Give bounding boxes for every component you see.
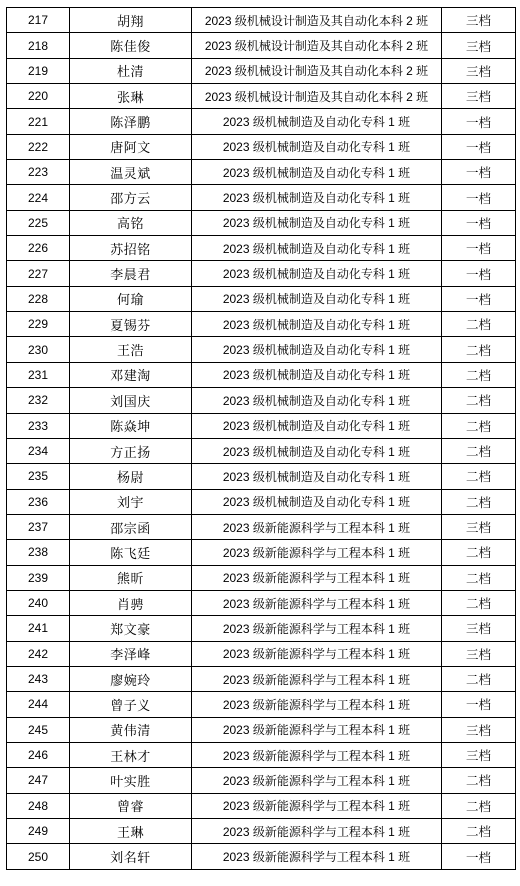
student-name-cell: 曾子义 [70, 692, 192, 717]
grade-cell: 三档 [442, 742, 516, 767]
grade-cell: 一档 [442, 185, 516, 210]
table-row [7, 109, 516, 134]
row-number-cell: 238 [7, 540, 70, 565]
table-row [7, 819, 516, 844]
student-name-cell: 李晨君 [70, 261, 192, 286]
student-name-cell: 叶实胜 [70, 768, 192, 793]
student-name-cell: 张琳 [70, 84, 192, 109]
student-name-cell: 夏锡芬 [70, 312, 192, 337]
table-row [7, 514, 516, 539]
row-number-cell: 223 [7, 160, 70, 185]
grade-cell: 三档 [442, 8, 516, 33]
grade-cell: 三档 [442, 717, 516, 742]
row-number-cell: 242 [7, 641, 70, 666]
grade-cell: 二档 [442, 312, 516, 337]
row-number-cell: 219 [7, 58, 70, 83]
class-name-cell: 2023 级新能源科学与工程本科 1 班 [192, 692, 442, 717]
class-name-cell: 2023 级机械制造及自动化专科 1 班 [192, 286, 442, 311]
row-number-cell: 248 [7, 793, 70, 818]
grade-cell: 二档 [442, 438, 516, 463]
table-row [7, 413, 516, 438]
grade-cell: 二档 [442, 590, 516, 615]
student-name-cell: 刘国庆 [70, 388, 192, 413]
class-name-cell: 2023 级机械制造及自动化专科 1 班 [192, 464, 442, 489]
class-name-cell: 2023 级机械设计制造及其自动化本科 2 班 [192, 58, 442, 83]
row-number-cell: 228 [7, 286, 70, 311]
table-row [7, 84, 516, 109]
table-row [7, 134, 516, 159]
class-name-cell: 2023 级新能源科学与工程本科 1 班 [192, 768, 442, 793]
class-name-cell: 2023 级机械制造及自动化专科 1 班 [192, 160, 442, 185]
row-number-cell: 224 [7, 185, 70, 210]
student-name-cell: 曾睿 [70, 793, 192, 818]
table-row [7, 337, 516, 362]
table-row [7, 58, 516, 83]
table-row [7, 717, 516, 742]
student-name-cell: 王林才 [70, 742, 192, 767]
row-number-cell: 241 [7, 616, 70, 641]
grade-cell: 一档 [442, 261, 516, 286]
grade-cell: 二档 [442, 793, 516, 818]
table-row [7, 666, 516, 691]
class-name-cell: 2023 级机械制造及自动化专科 1 班 [192, 312, 442, 337]
table-row [7, 590, 516, 615]
class-name-cell: 2023 级新能源科学与工程本科 1 班 [192, 666, 442, 691]
grade-cell: 二档 [442, 413, 516, 438]
grade-cell: 一档 [442, 109, 516, 134]
student-name-cell: 胡翔 [70, 8, 192, 33]
student-name-cell: 刘宇 [70, 489, 192, 514]
student-table-body [7, 8, 516, 870]
class-name-cell: 2023 级机械制造及自动化专科 1 班 [192, 337, 442, 362]
table-row [7, 185, 516, 210]
row-number-cell: 232 [7, 388, 70, 413]
row-number-cell: 230 [7, 337, 70, 362]
row-number-cell: 237 [7, 514, 70, 539]
table-row [7, 388, 516, 413]
table-row [7, 540, 516, 565]
grade-cell: 二档 [442, 666, 516, 691]
student-name-cell: 黄伟清 [70, 717, 192, 742]
class-name-cell: 2023 级机械制造及自动化专科 1 班 [192, 236, 442, 261]
class-name-cell: 2023 级新能源科学与工程本科 1 班 [192, 514, 442, 539]
row-number-cell: 227 [7, 261, 70, 286]
class-name-cell: 2023 级机械制造及自动化专科 1 班 [192, 210, 442, 235]
student-name-cell: 李泽峰 [70, 641, 192, 666]
table-row [7, 616, 516, 641]
grade-cell: 一档 [442, 692, 516, 717]
table-row [7, 362, 516, 387]
grade-cell: 二档 [442, 768, 516, 793]
grade-cell: 一档 [442, 160, 516, 185]
grade-cell: 一档 [442, 844, 516, 869]
table-row [7, 33, 516, 58]
class-name-cell: 2023 级机械制造及自动化专科 1 班 [192, 134, 442, 159]
row-number-cell: 234 [7, 438, 70, 463]
student-name-cell: 邵方云 [70, 185, 192, 210]
row-number-cell: 249 [7, 819, 70, 844]
student-name-cell: 陈泽鹏 [70, 109, 192, 134]
row-number-cell: 246 [7, 742, 70, 767]
row-number-cell: 240 [7, 590, 70, 615]
class-name-cell: 2023 级新能源科学与工程本科 1 班 [192, 793, 442, 818]
student-name-cell: 肖骋 [70, 590, 192, 615]
row-number-cell: 226 [7, 236, 70, 261]
student-name-cell: 唐阿文 [70, 134, 192, 159]
table-row [7, 793, 516, 818]
student-name-cell: 苏招铭 [70, 236, 192, 261]
row-number-cell: 225 [7, 210, 70, 235]
grade-cell: 三档 [442, 514, 516, 539]
student-name-cell: 陈焱坤 [70, 413, 192, 438]
class-name-cell: 2023 级新能源科学与工程本科 1 班 [192, 844, 442, 869]
table-row [7, 261, 516, 286]
table-row [7, 286, 516, 311]
class-name-cell: 2023 级新能源科学与工程本科 1 班 [192, 819, 442, 844]
student-name-cell: 陈飞廷 [70, 540, 192, 565]
student-name-cell: 郑文豪 [70, 616, 192, 641]
grade-cell: 二档 [442, 565, 516, 590]
class-name-cell: 2023 级新能源科学与工程本科 1 班 [192, 540, 442, 565]
class-name-cell: 2023 级新能源科学与工程本科 1 班 [192, 616, 442, 641]
grade-cell: 二档 [442, 337, 516, 362]
row-number-cell: 218 [7, 33, 70, 58]
student-name-cell: 何瑜 [70, 286, 192, 311]
row-number-cell: 245 [7, 717, 70, 742]
row-number-cell: 250 [7, 844, 70, 869]
grade-cell: 三档 [442, 58, 516, 83]
student-name-cell: 邓建淘 [70, 362, 192, 387]
class-name-cell: 2023 级机械制造及自动化专科 1 班 [192, 489, 442, 514]
student-name-cell: 陈佳俊 [70, 33, 192, 58]
row-number-cell: 217 [7, 8, 70, 33]
class-name-cell: 2023 级机械制造及自动化专科 1 班 [192, 438, 442, 463]
table-row [7, 768, 516, 793]
class-name-cell: 2023 级新能源科学与工程本科 1 班 [192, 742, 442, 767]
grade-cell: 二档 [442, 388, 516, 413]
row-number-cell: 243 [7, 666, 70, 691]
grade-cell: 三档 [442, 616, 516, 641]
table-row [7, 210, 516, 235]
student-table [6, 7, 516, 870]
student-name-cell: 王浩 [70, 337, 192, 362]
student-name-cell: 王琳 [70, 819, 192, 844]
student-name-cell: 杨尉 [70, 464, 192, 489]
grade-cell: 二档 [442, 362, 516, 387]
class-name-cell: 2023 级机械制造及自动化专科 1 班 [192, 261, 442, 286]
student-name-cell: 杜清 [70, 58, 192, 83]
row-number-cell: 236 [7, 489, 70, 514]
row-number-cell: 247 [7, 768, 70, 793]
student-name-cell: 刘名轩 [70, 844, 192, 869]
document-page [6, 7, 516, 870]
class-name-cell: 2023 级机械制造及自动化专科 1 班 [192, 413, 442, 438]
table-row [7, 8, 516, 33]
grade-cell: 三档 [442, 84, 516, 109]
class-name-cell: 2023 级机械制造及自动化专科 1 班 [192, 362, 442, 387]
class-name-cell: 2023 级新能源科学与工程本科 1 班 [192, 565, 442, 590]
table-row [7, 742, 516, 767]
class-name-cell: 2023 级机械制造及自动化专科 1 班 [192, 185, 442, 210]
table-row [7, 641, 516, 666]
row-number-cell: 235 [7, 464, 70, 489]
class-name-cell: 2023 级机械设计制造及其自动化本科 2 班 [192, 84, 442, 109]
row-number-cell: 221 [7, 109, 70, 134]
student-name-cell: 邵宗函 [70, 514, 192, 539]
class-name-cell: 2023 级机械设计制造及其自动化本科 2 班 [192, 33, 442, 58]
table-row [7, 464, 516, 489]
row-number-cell: 229 [7, 312, 70, 337]
student-name-cell: 方正扬 [70, 438, 192, 463]
table-row [7, 844, 516, 869]
class-name-cell: 2023 级机械设计制造及其自动化本科 2 班 [192, 8, 442, 33]
class-name-cell: 2023 级新能源科学与工程本科 1 班 [192, 717, 442, 742]
row-number-cell: 222 [7, 134, 70, 159]
grade-cell: 二档 [442, 819, 516, 844]
grade-cell: 二档 [442, 540, 516, 565]
grade-cell: 一档 [442, 286, 516, 311]
row-number-cell: 220 [7, 84, 70, 109]
row-number-cell: 244 [7, 692, 70, 717]
row-number-cell: 239 [7, 565, 70, 590]
table-row [7, 312, 516, 337]
table-row [7, 565, 516, 590]
grade-cell: 三档 [442, 641, 516, 666]
class-name-cell: 2023 级新能源科学与工程本科 1 班 [192, 641, 442, 666]
grade-cell: 三档 [442, 33, 516, 58]
table-row [7, 692, 516, 717]
student-name-cell: 熊昕 [70, 565, 192, 590]
student-name-cell: 廖婉玲 [70, 666, 192, 691]
table-row [7, 160, 516, 185]
row-number-cell: 231 [7, 362, 70, 387]
grade-cell: 一档 [442, 210, 516, 235]
grade-cell: 一档 [442, 134, 516, 159]
grade-cell: 二档 [442, 464, 516, 489]
student-name-cell: 温灵斌 [70, 160, 192, 185]
table-row [7, 236, 516, 261]
row-number-cell: 233 [7, 413, 70, 438]
table-row [7, 438, 516, 463]
class-name-cell: 2023 级机械制造及自动化专科 1 班 [192, 109, 442, 134]
student-name-cell: 高铭 [70, 210, 192, 235]
grade-cell: 一档 [442, 236, 516, 261]
class-name-cell: 2023 级新能源科学与工程本科 1 班 [192, 590, 442, 615]
grade-cell: 二档 [442, 489, 516, 514]
class-name-cell: 2023 级机械制造及自动化专科 1 班 [192, 388, 442, 413]
table-row [7, 489, 516, 514]
